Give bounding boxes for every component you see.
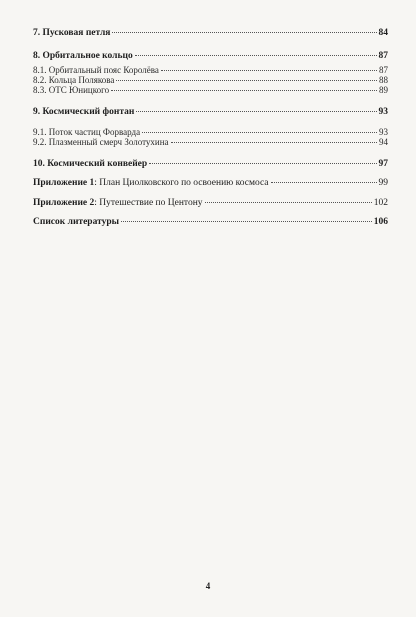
toc-entry-label: 8.2. Кольца Полякова bbox=[33, 75, 115, 85]
toc-entry-label: 8. Орбитальное кольцо bbox=[33, 50, 133, 61]
toc-entry-label bbox=[33, 178, 269, 189]
toc-appendix-2 bbox=[33, 198, 388, 209]
toc-entry-label: 9.1. Поток частиц Форварда bbox=[33, 126, 141, 137]
toc-entry-page: 89 bbox=[379, 85, 388, 95]
toc-entry-label: 9. Космический фонтан bbox=[33, 107, 135, 117]
toc-entry-page: 97 bbox=[378, 158, 388, 169]
toc-entry-page: 102 bbox=[373, 197, 388, 208]
toc-chapter-8 bbox=[33, 51, 388, 62]
dot-leader bbox=[171, 142, 377, 143]
toc-entry-page: 93 bbox=[378, 107, 388, 117]
toc-section-8-1 bbox=[33, 65, 388, 75]
dot-leader bbox=[136, 111, 376, 112]
toc-entry-label: 9.2. Плазменный смерч Золотухина bbox=[33, 136, 169, 147]
toc-section-8-2 bbox=[33, 75, 388, 85]
dot-leader bbox=[205, 202, 372, 203]
toc-section-9-1 bbox=[33, 127, 388, 137]
appendix-title: : Путешествие по Центону bbox=[94, 197, 203, 208]
appendix-prefix: Приложение 1 bbox=[33, 178, 95, 188]
toc-entry-page: 99 bbox=[378, 178, 388, 188]
dot-leader bbox=[116, 80, 377, 81]
toc-chapter-10 bbox=[33, 159, 388, 170]
dot-leader bbox=[121, 221, 372, 222]
dot-leader bbox=[149, 163, 376, 164]
toc-entry-label: Список литературы bbox=[33, 217, 120, 227]
appendix-title: : План Циолковского по освоению космоса bbox=[94, 178, 269, 188]
toc-entry-page: 106 bbox=[373, 217, 388, 227]
toc-entry-label: 7. Пусковая петля bbox=[33, 28, 111, 38]
dot-leader bbox=[112, 32, 376, 33]
toc-entry-label bbox=[33, 198, 203, 209]
appendix-prefix: Приложение 2 bbox=[33, 197, 95, 208]
toc-appendix-1 bbox=[33, 178, 388, 189]
toc-entry-page: 93 bbox=[379, 126, 388, 137]
toc-entry-page: 87 bbox=[378, 50, 388, 61]
dot-leader bbox=[142, 132, 377, 133]
toc-entry-label: 8.3. ОТС Юницкого bbox=[33, 85, 110, 95]
dot-leader bbox=[135, 55, 377, 56]
toc-entry-label: 10. Космический конвейер bbox=[33, 158, 148, 169]
toc-section-9-2 bbox=[33, 137, 388, 147]
toc-chapter-9 bbox=[33, 107, 388, 118]
table-of-contents bbox=[33, 28, 388, 228]
toc-entry-page: 88 bbox=[379, 75, 388, 85]
toc-entry-label: 8.1. Орбитальный пояс Королёва bbox=[33, 65, 159, 75]
toc-entry-page: 87 bbox=[379, 65, 388, 75]
dot-leader bbox=[111, 90, 377, 91]
dot-leader bbox=[271, 182, 377, 183]
toc-chapter-7 bbox=[33, 28, 388, 39]
toc-bibliography bbox=[33, 217, 388, 228]
toc-entry-page: 94 bbox=[379, 136, 388, 147]
toc-entry-page: 84 bbox=[378, 28, 388, 38]
toc-section-8-3 bbox=[33, 85, 388, 95]
page-number: 4 bbox=[205, 581, 211, 591]
dot-leader bbox=[161, 70, 377, 71]
